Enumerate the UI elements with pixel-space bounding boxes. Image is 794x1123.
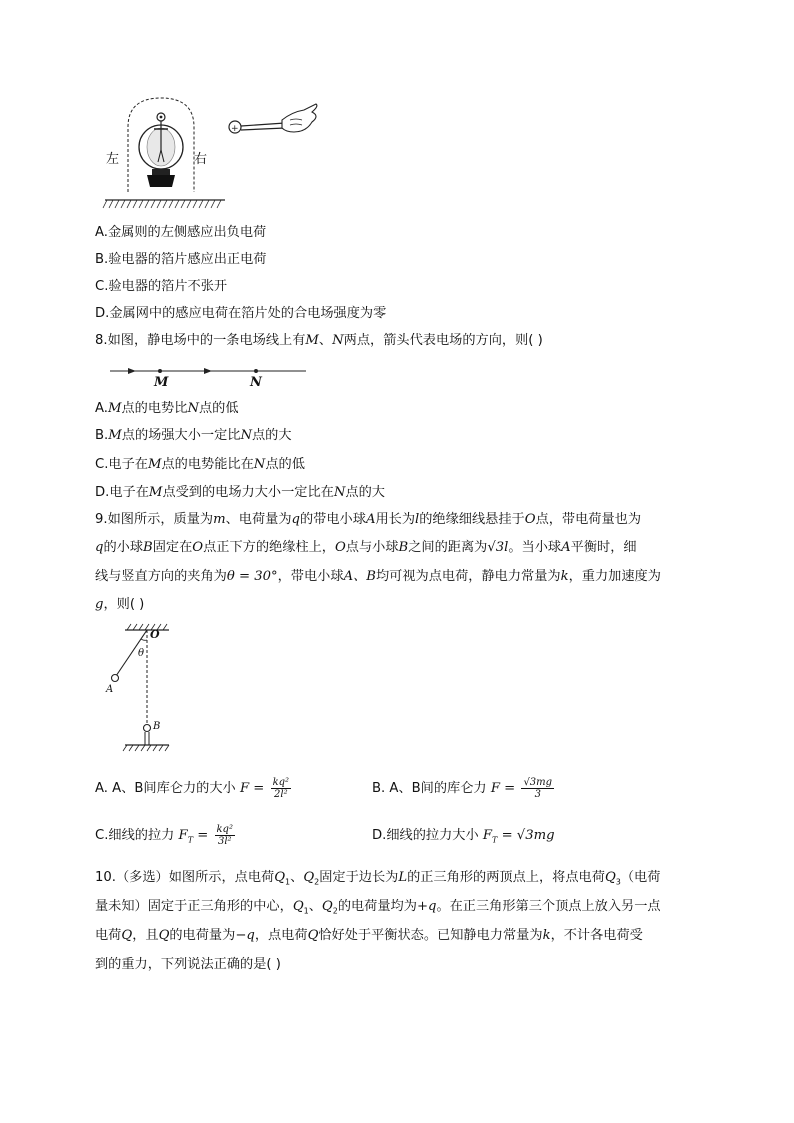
theta-label: θ: [138, 648, 145, 659]
point-O-label: O: [150, 628, 160, 641]
q8-option-b: B.M点的场强大小一定比N点的大: [95, 428, 292, 443]
q8-stem: 8.如图，静电场中的一条电场线上有M、N两点，箭头代表电场的方向，则( ): [95, 333, 543, 348]
field-line-diagram: [108, 362, 313, 392]
fraction: $\frac{\text{kq²}}{\text{3l²}}$: [216, 823, 233, 847]
q8-option-a: A.M点的电势比N点的低: [95, 401, 239, 416]
q9-stem-line1: 9.如图所示，质量为m、电荷量为q的带电小球A用长为l的绝缘细线悬挂于O点，带电荷量也为: [95, 512, 642, 527]
q7-option-a: A.金属则的左侧感应出负电荷: [95, 225, 267, 240]
q10-stem-line2: 量未知）固定于正三角形的中心，$Q_1$、$Q_2$的电荷量均为+q。在正三角形第三个顶点上放入另一点: [95, 899, 661, 916]
q8-option-c: C.电子在M点的电势能比在N点的低: [95, 457, 305, 472]
q9-stem-line2: q的小球B固定在O点正下方的绝缘柱上，O点与小球B之间的距离为√3l。当小球A平衡时，细: [95, 540, 637, 555]
pendulum-figure: [103, 620, 183, 760]
q9-option-c: C.细线的拉力 $F_T$ = $\frac{\text{kq²}}{\text{3l²}}$: [95, 823, 233, 847]
point-N-label: N: [250, 375, 262, 390]
q9-option-a: A. A、B间库仑力的大小 F = $\frac{\text{kq²}}{\text{2l²}}$: [95, 776, 290, 800]
q9-stem-line3: 线与竖直方向的夹角为θ = 30°，带电小球A、B均可视为点电荷，静电力常量为k，重力加速度为: [95, 569, 661, 584]
q7-option-b: B.验电器的箔片感应出正电荷: [95, 252, 267, 267]
q9-stem-line4: g，则( ): [95, 597, 145, 612]
q7-option-c: C.验电器的箔片不张开: [95, 279, 228, 294]
ball-A-label: A: [106, 684, 114, 695]
fraction: $\frac{\text{kq²}}{\text{2l²}}$: [272, 776, 290, 800]
q9-option-d: D.细线的拉力大小 $F_T = √3mg$: [372, 828, 555, 845]
left-label: 左: [106, 152, 120, 167]
q9-option-b: B. A、B间的库仑力 F = $\frac{√3mg}{3}$: [372, 776, 553, 800]
q10-stem-line4: 到的重力，下列说法正确的是( ): [95, 957, 281, 972]
field-line-figure: [108, 362, 313, 392]
q7-option-d: D.金属网中的感应电荷在箔片处的合电场强度为零: [95, 306, 387, 321]
q8-option-d: D.电子在M点受到的电场力大小一定比在N点的大: [95, 485, 385, 500]
svg-text:+: +: [231, 124, 239, 134]
electroscope-figure: [100, 92, 330, 212]
fraction: $\frac{√3mg}{3}$: [523, 776, 553, 800]
right-label: 右: [194, 152, 208, 167]
electroscope-diagram: [100, 92, 330, 212]
point-M-label: M: [154, 375, 169, 390]
ball-B-label: B: [153, 721, 161, 732]
q10-stem-line1: 10.（多选）如图所示，点电荷$Q_1$、$Q_2$固定于边长为L的正三角形的两顶点上，将点电荷$Q_3$（电荷: [95, 870, 661, 887]
q10-stem-line3: 电荷Q，且Q的电荷量为−q，点电荷Q恰好处于平衡状态。已知静电力常量为k，不计各电荷受: [95, 928, 643, 943]
pendulum-diagram: [103, 620, 183, 760]
